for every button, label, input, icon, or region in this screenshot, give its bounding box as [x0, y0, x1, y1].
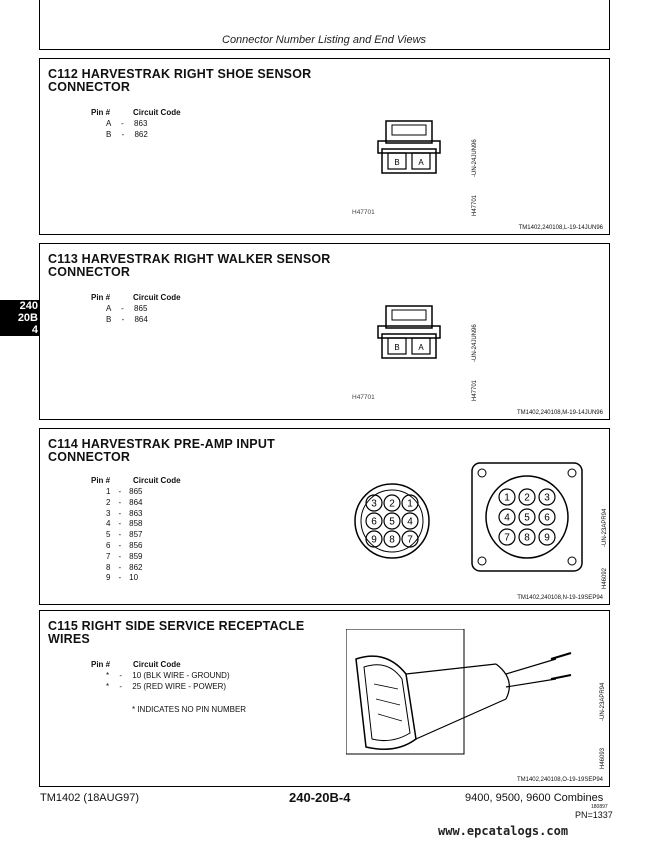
tm-reference: TM1402,240108,M-19-14JUN96 — [516, 410, 603, 416]
pin-number: A — [106, 304, 111, 313]
pin-number: A — [106, 119, 111, 128]
circuit-code: 10 — [129, 573, 139, 583]
circuit-code: 863 — [129, 508, 143, 518]
circuit-code: 862 — [129, 562, 143, 572]
connector-title: C113 HARVESTRAK RIGHT WALKER SENSOR CONNECTOR — [48, 252, 331, 279]
service-receptacle-drawing — [346, 629, 596, 774]
figure-code: H47701 — [352, 209, 375, 216]
pin-number: 9 — [106, 573, 111, 583]
pin-row: * - 10 (BLK WIRE - GROUND) — [106, 671, 230, 680]
pin-row: 6 - 856 — [106, 541, 143, 550]
figure-date-code: -UN-23APR94 — [600, 682, 606, 721]
cavity-label: A — [418, 158, 424, 167]
figure-date-code: -UN-24JUN96 — [472, 139, 478, 177]
pin-number: 8 — [106, 562, 111, 572]
pin-number: 2 — [106, 497, 111, 507]
cavity-number: 3 — [371, 498, 377, 510]
pin-header: Pin # — [91, 293, 111, 302]
cavity-number: 3 — [544, 492, 550, 504]
circuit-header: Circuit Code — [133, 476, 181, 485]
circuit-code: 863 — [134, 119, 148, 128]
pin-number: 6 — [106, 541, 111, 550]
pin-header: Pin # — [91, 108, 111, 117]
circuit-code: 858 — [129, 519, 143, 529]
cavity-number: 4 — [504, 512, 510, 524]
circuit-header: Circuit Code — [133, 108, 181, 117]
circuit-code: 10 (BLK WIRE - GROUND) — [132, 671, 230, 680]
pin-row: 4 - 858 — [106, 519, 143, 529]
cavity-label: B — [394, 158, 400, 167]
pin-number: B — [106, 315, 112, 324]
pin-number: B — [106, 130, 112, 139]
cavity-number: 7 — [504, 532, 510, 544]
figure-date-code: -UN-24JUN96 — [472, 324, 478, 362]
cavity-number: 2 — [524, 492, 530, 504]
cavity-number: 6 — [544, 512, 550, 524]
pin-row: 3 - 863 — [106, 508, 143, 518]
tm-reference: TM1402,240108,N-19-19SEP94 — [517, 595, 603, 601]
circuit-code: 859 — [129, 551, 143, 561]
nine-pin-plug-drawing — [352, 481, 432, 561]
footer-part-number: PN=1337 — [575, 810, 613, 820]
cavity-number: 9 — [371, 534, 377, 546]
figure-side-code: H46093 — [600, 747, 606, 769]
pin-row: 2 - 864 — [106, 497, 143, 507]
circuit-code: 25 (RED WIRE - POWER) — [132, 682, 227, 691]
tm-reference: TM1402,240108,L-19-14JUN96 — [518, 225, 603, 231]
circuit-code: 865 — [134, 304, 148, 313]
connector-title: C114 HARVESTRAK PRE-AMP INPUT CONNECTOR — [48, 437, 275, 464]
circuit-code: 857 — [129, 530, 143, 540]
figure-side-code: H46092 — [602, 567, 608, 589]
section-tab-line2: 20B — [17, 312, 38, 324]
circuit-header: Circuit Code — [133, 660, 181, 669]
footer-date-code: 180897 — [591, 804, 608, 810]
connector-title: C112 HARVESTRAK RIGHT SHOE SENSOR CONNECTOR — [48, 67, 312, 94]
footer-page-number: 240-20B-4 — [289, 790, 351, 805]
pin-row: 5 - 857 — [106, 530, 143, 540]
cavity-number: 1 — [407, 498, 413, 510]
two-pin-connector-drawing — [374, 302, 444, 364]
pin-number: 5 — [106, 530, 111, 540]
pin-row: 9 - 10 — [106, 573, 139, 583]
section-tab — [0, 300, 39, 336]
circuit-header: Circuit Code — [133, 293, 181, 302]
circuit-code: 864 — [134, 315, 148, 324]
connector-title: C115 RIGHT SIDE SERVICE RECEPTACLE WIRES — [48, 619, 305, 646]
cavity-number: 5 — [389, 516, 395, 528]
circuit-code: 865 — [129, 487, 143, 496]
cavity-number: 5 — [524, 512, 530, 524]
cavity-number: 1 — [504, 492, 510, 504]
cavity-number: 2 — [389, 498, 395, 510]
cavity-label: A — [418, 343, 424, 352]
section-tab-line3: 4 — [31, 324, 38, 336]
cavity-number: 8 — [389, 534, 395, 546]
figure-code: H47701 — [352, 394, 375, 401]
pin-row: A - 863 — [106, 119, 148, 128]
page-header-title: Connector Number Listing and End Views — [222, 34, 427, 46]
circuit-code: 856 — [129, 541, 143, 550]
connector-panel-c115 — [39, 610, 610, 787]
pin-number: 3 — [106, 508, 111, 518]
pin-row: A - 865 — [106, 304, 148, 313]
circuit-code: 862 — [134, 130, 148, 139]
pin-header: Pin # — [91, 660, 111, 669]
pin-number: 1 — [106, 487, 111, 496]
cavity-number: 4 — [407, 516, 413, 528]
connector-panel-c114 — [39, 428, 610, 605]
footer-tm-number: TM1402 (18AUG97) — [40, 792, 140, 804]
figure-side-code: H47701 — [472, 379, 478, 401]
cavity-number: 6 — [371, 516, 377, 528]
cavity-number: 7 — [407, 534, 413, 546]
pin-number: 4 — [106, 519, 111, 529]
pin-header: Pin # — [91, 476, 111, 485]
connector-panel-c112 — [39, 58, 610, 235]
note-text: * INDICATES NO PIN NUMBER — [132, 705, 247, 714]
figure-date-code: -UN-23APR94 — [602, 508, 608, 547]
pin-number: * — [106, 682, 110, 691]
watermark-text: www.epcatalogs.com — [438, 824, 569, 838]
circuit-code: 864 — [129, 497, 143, 507]
figure-side-code: H47701 — [472, 194, 478, 216]
two-pin-connector-drawing — [374, 117, 444, 179]
cavity-number: 8 — [524, 532, 530, 544]
pin-number: 7 — [106, 551, 111, 561]
pin-row: 7 - 859 — [106, 551, 143, 561]
pin-row: 1 - 865 — [106, 487, 143, 496]
cavity-number: 9 — [544, 532, 550, 544]
pin-number: * — [106, 671, 110, 680]
pin-row: * - 25 (RED WIRE - POWER) — [106, 682, 227, 691]
cavity-label: B — [394, 343, 400, 352]
pin-row: 8 - 862 — [106, 562, 143, 572]
tm-reference: TM1402,240108,O-19-19SEP94 — [516, 777, 603, 783]
footer-model-list: 9400, 9500, 9600 Combines — [465, 792, 604, 804]
section-tab-line1: 240 — [19, 300, 38, 312]
pin-row: B - 862 — [106, 130, 148, 139]
nine-pin-receptacle-drawing — [468, 459, 588, 574]
pin-row: B - 864 — [106, 315, 148, 324]
connector-panel-c113 — [39, 243, 610, 420]
